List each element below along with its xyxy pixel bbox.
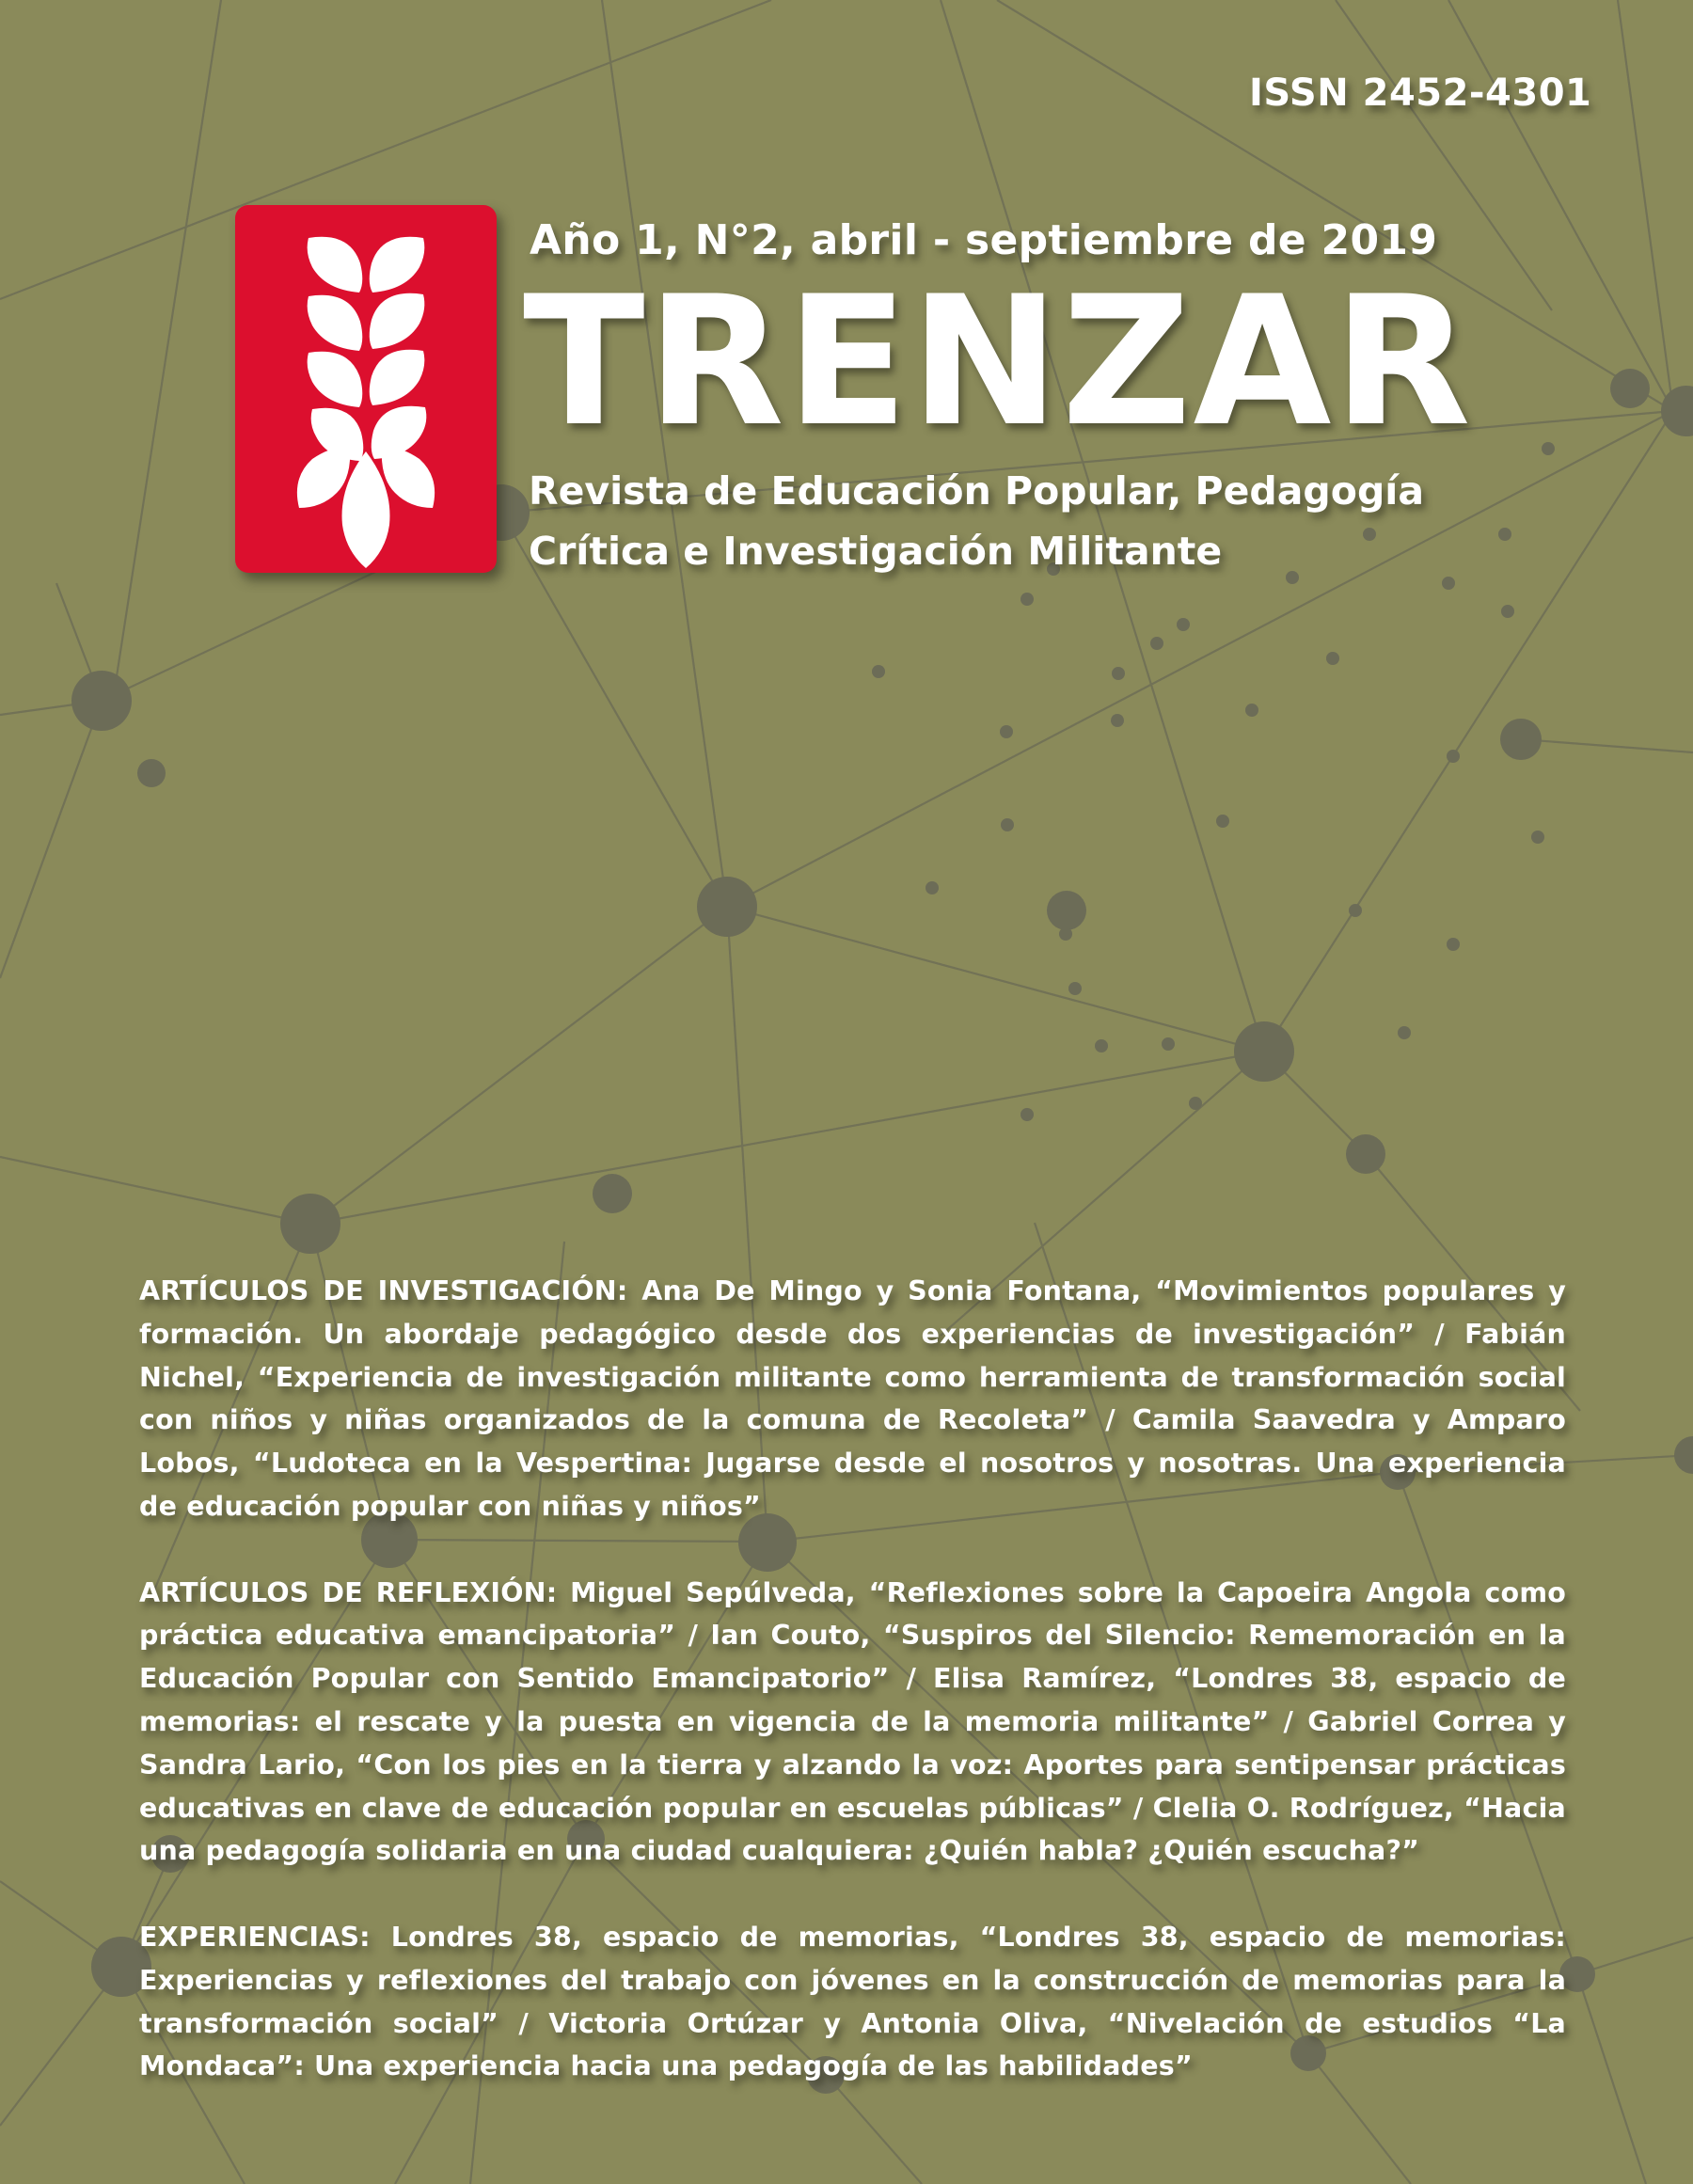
section-heading: EXPERIENCIAS: bbox=[139, 1921, 371, 1953]
section-body: Miguel Sepúlveda, “Reflexiones sobre la Capoeira Angola como práctica educativa emancipatoria” / Ian Couto, “Suspiros del Silencio: Rememoración en la Educación Popular con Sentido Emancipatorio” / Elisa Ramírez, “Londres 38, espacio de memorias: el rescate y la puesta en vigencia de la memoria militante” / Gabriel Correa y Sandra Lario, “Con los pies en la tierra y alzando la voz: Aportes para sentipensar prácticas educativas en clave de educación popular en escuelas públicas” / Clelia O. Rodríguez, “Hacia una pedagogía solidaria en una ciudad cualquiera: ¿Quién habla? ¿Quién escucha?” bbox=[139, 1576, 1567, 1867]
subtitle-line-2: Crítica e Investigación Militante bbox=[529, 529, 1223, 574]
issue-info: Año 1, N°2, abril - septiembre de 2019 bbox=[530, 216, 1438, 264]
subtitle-line-1: Revista de Educación Popular, Pedagogía bbox=[529, 468, 1425, 514]
section-reflection-articles bbox=[139, 1572, 1566, 1874]
section-research-articles bbox=[139, 1270, 1566, 1528]
section-body: Ana De Mingo y Sonia Fontana, “Movimientos populares y formación. Un abordaje pedagógico desde dos experiencias de investigación” / Fabián Nichel, “Experiencia de investigación militante como herramienta de transformación social con niños y niñas organizados de la comuna de Recoleta” / Camila Saavedra y Amparo Lobos, “Ludoteca en la Vespertina: Jugarse desde el nosotros y nosotras. Una experiencia de educación popular con niñas y niños” bbox=[139, 1275, 1567, 1522]
journal-logo bbox=[235, 205, 497, 573]
issn-label: ISSN 2452-4301 bbox=[1249, 71, 1592, 115]
section-experiences bbox=[139, 1916, 1566, 2088]
journal-title: TRENZAR bbox=[523, 258, 1473, 466]
section-body: Londres 38, espacio de memorias, “Londres 38, espacio de memorias: Experiencias y reflexiones del trabajo con jóvenes en la construcción de memorias para la transformación social” / Victoria Ortúzar y Antonia Oliva, “Nivelación de estudios “La Mondaca”: Una experiencia hacia una pedagogía de las habilidades” bbox=[139, 1921, 1566, 2082]
journal-subtitle bbox=[529, 461, 1424, 581]
wheat-spike-icon bbox=[235, 205, 497, 573]
table-of-contents bbox=[139, 1270, 1566, 2131]
section-heading: ARTÍCULOS DE INVESTIGACIÓN: bbox=[139, 1275, 628, 1306]
section-heading: ARTÍCULOS DE REFLEXIÓN: bbox=[139, 1576, 558, 1608]
